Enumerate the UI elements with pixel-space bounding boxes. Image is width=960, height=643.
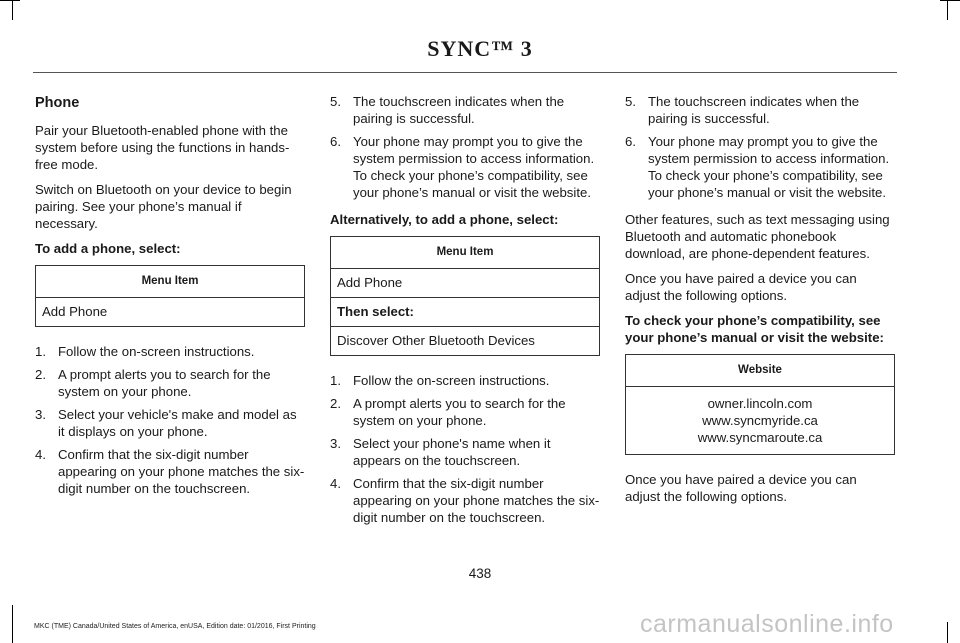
table-cell [626, 387, 895, 455]
watermark: carmanualsonline.info [640, 610, 894, 638]
step-number: 2. [35, 367, 46, 382]
step-text: Select your vehicle's make and model as it displays on your phone. [58, 407, 297, 439]
instruction-subheading: Alternatively, to add a phone, select: [330, 212, 559, 227]
crop-mark [12, 0, 13, 20]
list-item [35, 406, 305, 440]
column-1 [35, 93, 305, 507]
website-link[interactable]: owner.lincoln.com [707, 396, 813, 411]
instruction-subheading: To add a phone, select: [35, 241, 181, 256]
list-item [330, 395, 600, 429]
step-number: 3. [35, 407, 46, 422]
step-text: Your phone may prompt you to give the system permission to access information. To check your phone’s compatibility, see your phone’s manual or visit the website. [648, 134, 890, 200]
steps-list [330, 372, 600, 526]
steps-list [330, 93, 600, 201]
crop-mark [947, 0, 948, 20]
step-text: The touchscreen indicates when the pairing is successful. [648, 94, 860, 126]
section-heading: Phone [35, 95, 80, 111]
list-item [35, 343, 305, 360]
list-item [330, 93, 600, 127]
step-number: 6. [330, 134, 341, 149]
menu-item-table [330, 236, 600, 356]
step-text: Your phone may prompt you to give the system permission to access information. To check your phone’s compatibility, see your phone’s manual or visit the website. [353, 134, 595, 200]
website-link[interactable]: www.syncmaroute.ca [697, 430, 823, 445]
list-item [35, 366, 305, 400]
page-header-title: SYNC™ 3 [427, 36, 533, 61]
step-number: 5. [625, 94, 636, 109]
instruction-subheading: To check your phone’s compatibility, see your phone’s manual or visit the website: [625, 313, 884, 345]
step-text: Follow the on-screen instructions. [353, 373, 550, 388]
step-text: The touchscreen indicates when the pairing is successful. [353, 94, 565, 126]
table-header: Website [626, 355, 895, 387]
crop-mark [940, 0, 960, 1]
step-text: Confirm that the six-digit number appearing on your phone matches the six-digit number on the touchscreen. [353, 476, 600, 525]
table-cell: Discover Other Bluetooth Devices [331, 327, 600, 356]
step-text: A prompt alerts you to search for the system on your phone. [58, 367, 271, 399]
table-header: Menu Item [36, 266, 305, 298]
crop-mark [0, 0, 20, 1]
menu-item-table [35, 265, 305, 327]
website-table [625, 354, 895, 455]
list-item [625, 133, 895, 201]
column-3 [625, 93, 895, 513]
step-number: 1. [35, 344, 46, 359]
table-cell: Add Phone [36, 298, 305, 327]
steps-list [625, 93, 895, 201]
paragraph: Pair your Bluetooth-enabled phone with the system before using the functions in hands-free mode. [35, 123, 290, 172]
step-number: 3. [330, 436, 341, 451]
list-item [330, 475, 600, 526]
table-header: Menu Item [331, 237, 600, 269]
crop-mark [947, 622, 948, 643]
paragraph: Once you have paired a device you can adjust the following options. [625, 472, 857, 504]
column-2 [330, 93, 600, 536]
steps-list [35, 343, 305, 497]
step-number: 6. [625, 134, 636, 149]
website-link[interactable]: www.syncmyride.ca [702, 413, 818, 428]
table-cell: Add Phone [331, 269, 600, 298]
edition-footer: MKC (TME) Canada/United States of America, enUSA, Edition date: 01/2016, First Printing [34, 623, 316, 630]
step-text: Select your phone's name when it appears on the touchscreen. [353, 436, 551, 468]
list-item [625, 93, 895, 127]
table-cell: Then select: [331, 298, 600, 327]
list-item [330, 435, 600, 469]
paragraph: Other features, such as text messaging using Bluetooth and automatic phonebook download, are phone-dependent features. [625, 212, 890, 261]
crop-mark [12, 605, 13, 643]
list-item [330, 372, 600, 389]
paragraph: Switch on Bluetooth on your device to begin pairing. See your phone’s manual if necessary. [35, 182, 292, 231]
step-number: 4. [35, 447, 46, 462]
step-text: Follow the on-screen instructions. [58, 344, 255, 359]
step-text: Confirm that the six-digit number appearing on your phone matches the six-digit number on the touchscreen. [58, 447, 305, 496]
step-number: 2. [330, 396, 341, 411]
step-text: A prompt alerts you to search for the system on your phone. [353, 396, 566, 428]
list-item [35, 446, 305, 497]
step-number: 4. [330, 476, 341, 491]
list-item [330, 133, 600, 201]
step-number: 5. [330, 94, 341, 109]
paragraph: Once you have paired a device you can adjust the following options. [625, 271, 857, 303]
page-number: 438 [468, 566, 492, 581]
header-divider [33, 72, 897, 73]
step-number: 1. [330, 373, 341, 388]
